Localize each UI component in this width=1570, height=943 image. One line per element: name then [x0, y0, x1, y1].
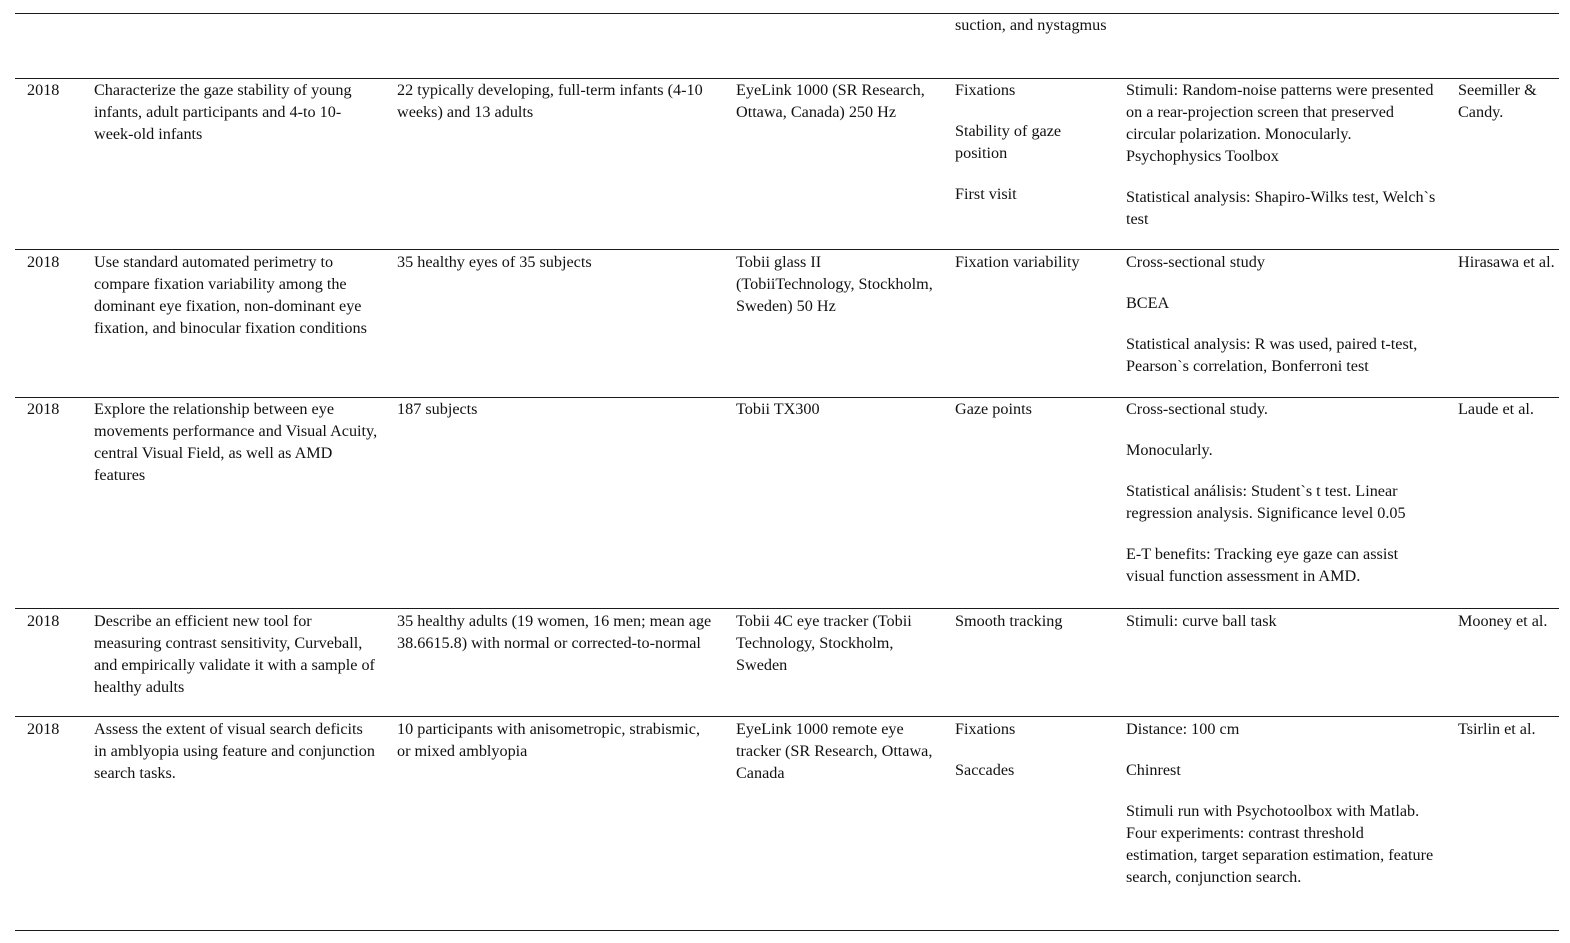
- authors-cell: Tsirlin et al.: [1458, 720, 1536, 738]
- device-cell: EyeLink 1000 (SR Research, Ottawa, Canada) 250 Hz: [736, 81, 925, 121]
- authors-cell: Laude et al.: [1458, 400, 1534, 418]
- cell-text: Fixation variability: [955, 253, 1080, 271]
- cell-text: Monocularly.: [1126, 441, 1213, 459]
- authors-cell: Hirasawa et al.: [1458, 253, 1555, 271]
- measures-cell: [955, 610, 1110, 632]
- cell-text: Cross-sectional study: [1126, 253, 1265, 271]
- cell-text: Stimuli: curve ball task: [1126, 612, 1277, 630]
- cell-text: Fixations: [955, 81, 1016, 99]
- device-cell: Tobii glass II (TobiiTechnology, Stockholm, Sweden) 50 Hz: [736, 253, 933, 315]
- methods-cell: [1126, 610, 1438, 632]
- row-divider: [15, 608, 1559, 609]
- row-divider: [15, 249, 1559, 250]
- device-cell: Tobii 4C eye tracker (Tobii Technology, Stockholm, Sweden: [736, 612, 912, 674]
- subjects-cell: 35 healthy adults (19 women, 16 men; mean age 38.6615.8) with normal or corrected-to-normal: [397, 612, 712, 652]
- device-cell: Tobii TX300: [736, 400, 820, 418]
- authors-cell: Seemiller & Candy.: [1458, 81, 1537, 121]
- measures-cell: [955, 398, 1110, 420]
- objective-cell: Use standard automated perimetry to compare fixation variability among the dominant eye fixation, non-dominant eye fixation, and binocular fixation conditions: [94, 253, 367, 337]
- objective-cell: Describe an efficient new tool for measuring contrast sensitivity, Curveball, and empirically validate it with a sample of healthy adults: [94, 612, 375, 696]
- device-cell: EyeLink 1000 remote eye tracker (SR Research, Ottawa, Canada: [736, 720, 933, 782]
- cell-text: Statistical analysis: Shapiro-Wilks test, Welch`s test: [1126, 188, 1436, 228]
- subjects-cell: 10 participants with anisometropic, strabismic, or mixed amblyopia: [397, 720, 701, 760]
- subjects-cell: 187 subjects: [397, 400, 478, 418]
- cell-text: suction, and nystagmus: [955, 16, 1107, 34]
- subjects-cell: 35 healthy eyes of 35 subjects: [397, 253, 592, 271]
- cell-text: First visit: [955, 185, 1017, 203]
- methods-cell: [1126, 251, 1438, 377]
- cell-text: Chinrest: [1126, 761, 1181, 779]
- cell-text: BCEA: [1126, 294, 1170, 312]
- table-top-rule: [15, 13, 1559, 14]
- objective-cell: Assess the extent of visual search deficits in amblyopia using feature and conjunction search tasks.: [94, 720, 375, 782]
- objective-cell: Explore the relationship between eye movements performance and Visual Acuity, central Visual Field, as well as AMD features: [94, 400, 378, 484]
- methods-cell: [1126, 718, 1438, 888]
- table-bottom-rule: [15, 930, 1559, 931]
- measures-cell: [955, 79, 1110, 205]
- continuation-measures-cell: [955, 14, 1110, 36]
- cell-text: Stimuli: Random-noise patterns were presented on a rear-projection screen that preserved circular polarization. Monocularly. Psychophysics Toolbox: [1126, 81, 1434, 165]
- cell-text: Saccades: [955, 761, 1015, 779]
- cell-text: Gaze points: [955, 400, 1032, 418]
- cell-text: Cross-sectional study.: [1126, 400, 1268, 418]
- cell-text: Distance: 100 cm: [1126, 720, 1240, 738]
- authors-cell: Mooney et al.: [1458, 612, 1548, 630]
- year-cell: 2018: [27, 400, 60, 418]
- objective-cell: Characterize the gaze stability of young infants, adult participants and 4-to 10-week-old infants: [94, 81, 352, 143]
- cell-text: Statistical analysis: R was used, paired t-test, Pearson`s correlation, Bonferroni test: [1126, 335, 1418, 375]
- cell-text: Smooth tracking: [955, 612, 1063, 630]
- year-cell: 2018: [27, 81, 60, 99]
- year-cell: 2018: [27, 612, 60, 630]
- cell-text: Stimuli run with Psychotoolbox with Matlab. Four experiments: contrast threshold estimation, target separation estimation, feature search, conjunction search.: [1126, 802, 1434, 886]
- measures-cell: [955, 251, 1110, 273]
- year-cell: 2018: [27, 720, 60, 738]
- cell-text: Fixations: [955, 720, 1016, 738]
- row-divider: [15, 716, 1559, 717]
- methods-cell: [1126, 79, 1438, 230]
- subjects-cell: 22 typically developing, full-term infants (4-10 weeks) and 13 adults: [397, 81, 703, 121]
- cell-text: E-T benefits: Tracking eye gaze can assist visual function assessment in AMD.: [1126, 545, 1399, 585]
- cell-text: Stability of gaze position: [955, 122, 1062, 162]
- measures-cell: [955, 718, 1110, 781]
- cell-text: Statistical análisis: Student`s t test. Linear regression analysis. Significance level 0.05: [1126, 482, 1406, 522]
- year-cell: 2018: [27, 253, 60, 271]
- methods-cell: [1126, 398, 1438, 587]
